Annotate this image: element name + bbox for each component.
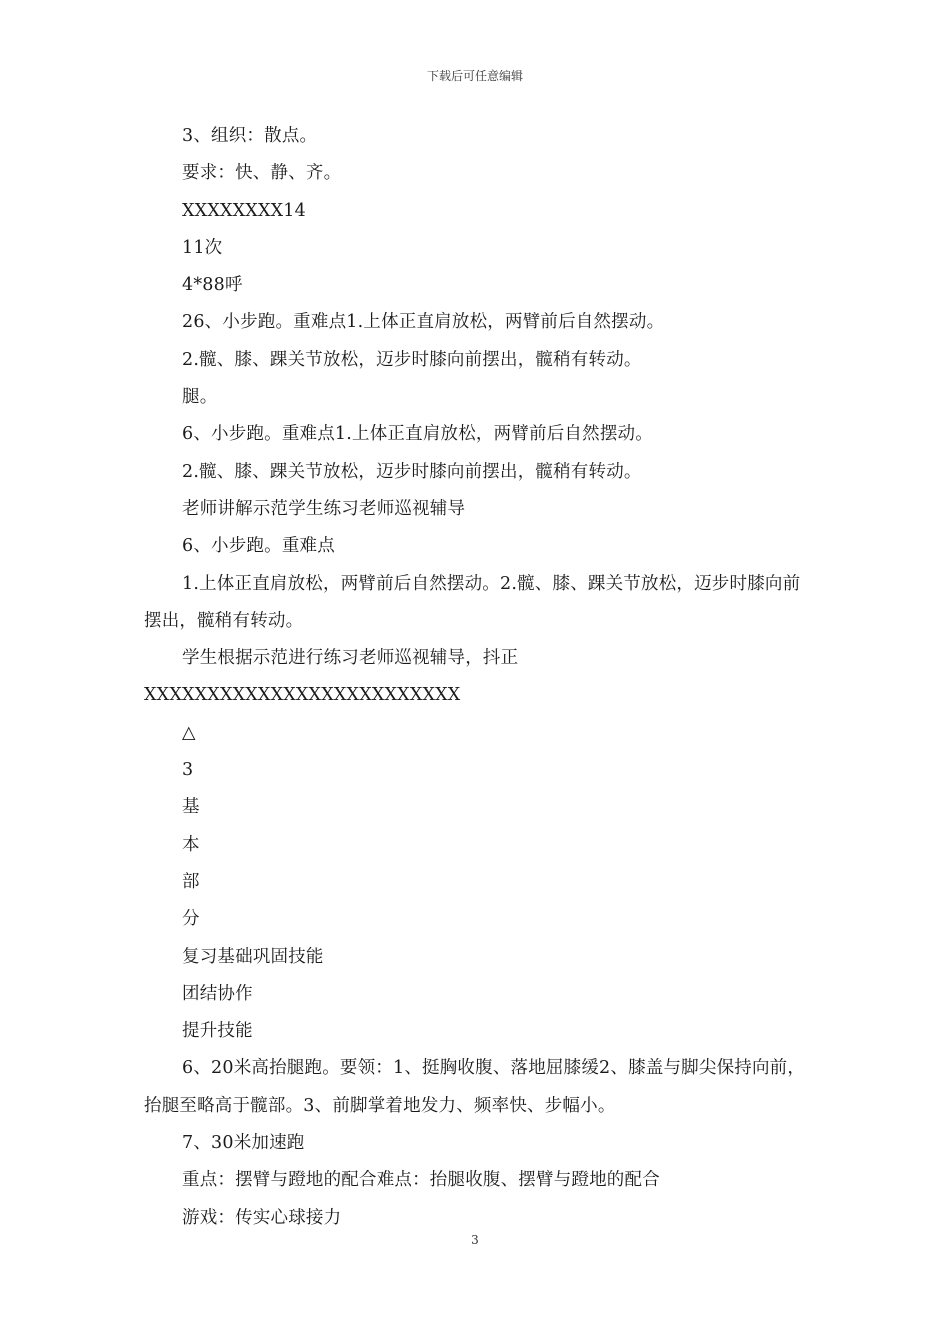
document-body (144, 118, 808, 1237)
paragraph: 7、30米加速跑 (182, 1133, 305, 1154)
paragraph: 腿。 (182, 387, 218, 408)
page-header: 下载后可任意编辑 (426, 69, 523, 83)
paragraph: 3、组织：散点。 (182, 126, 318, 146)
paragraph: 提升技能 (182, 1021, 253, 1042)
paragraph: 基 (182, 797, 200, 818)
paragraph: 复习基础巩固技能 (182, 946, 324, 967)
paragraph: 要求：快、静、齐。 (182, 163, 342, 184)
paragraph: 分 (182, 909, 200, 930)
paragraph: 6、小步跑。重难点 (182, 536, 335, 557)
paragraph: 2.髋、膝、踝关节放松，迈步时膝向前摆出，髋稍有转动。 (182, 461, 642, 482)
paragraph: 学生根据示范进行练习老师巡视辅导，抖正XXXXXXXXXXXXXXXXXXXXXXXXX (144, 648, 519, 706)
paragraph: 1.上体正直肩放松，两臂前后自然摆动。2.髋、膝、踝关节放松，迈步时膝向前摆出，髋稍有转动。 (144, 573, 801, 631)
paragraph: 重点：摆臂与蹬地的配合难点：抬腿收腹、摆臂与蹬地的配合 (182, 1170, 660, 1191)
page-number: 3 (471, 1233, 479, 1247)
paragraph: 老师讲解示范学生练习老师巡视辅导 (182, 498, 466, 519)
paragraph: 游戏：传实心球接力 (182, 1207, 342, 1228)
paragraph: 本 (182, 834, 200, 855)
paragraph: 6、小步跑。重难点1.上体正直肩放松，两臂前后自然摆动。 (182, 424, 653, 445)
paragraph: 6、20米高抬腿跑。要领：1、挺胸收腹、落地屈膝缓2、膝盖与脚尖保持向前，抬腿至略高于髋部。3、前脚掌着地发力、频率快、步幅小。 (144, 1058, 806, 1116)
paragraph: 团结协作 (182, 983, 253, 1004)
paragraph: 部 (182, 871, 200, 892)
paragraph: △ (182, 722, 196, 743)
paragraph: 26、小步跑。重难点1.上体正直肩放松，两臂前后自然摆动。 (182, 312, 665, 333)
paragraph: 2.髋、膝、踝关节放松，迈步时膝向前摆出，髋稍有转动。 (182, 349, 642, 370)
paragraph: XXXXXXXX14 (182, 200, 306, 221)
paragraph: 4*88呼 (182, 275, 243, 296)
paragraph: 11次 (182, 237, 223, 258)
paragraph: 3 (182, 760, 194, 781)
